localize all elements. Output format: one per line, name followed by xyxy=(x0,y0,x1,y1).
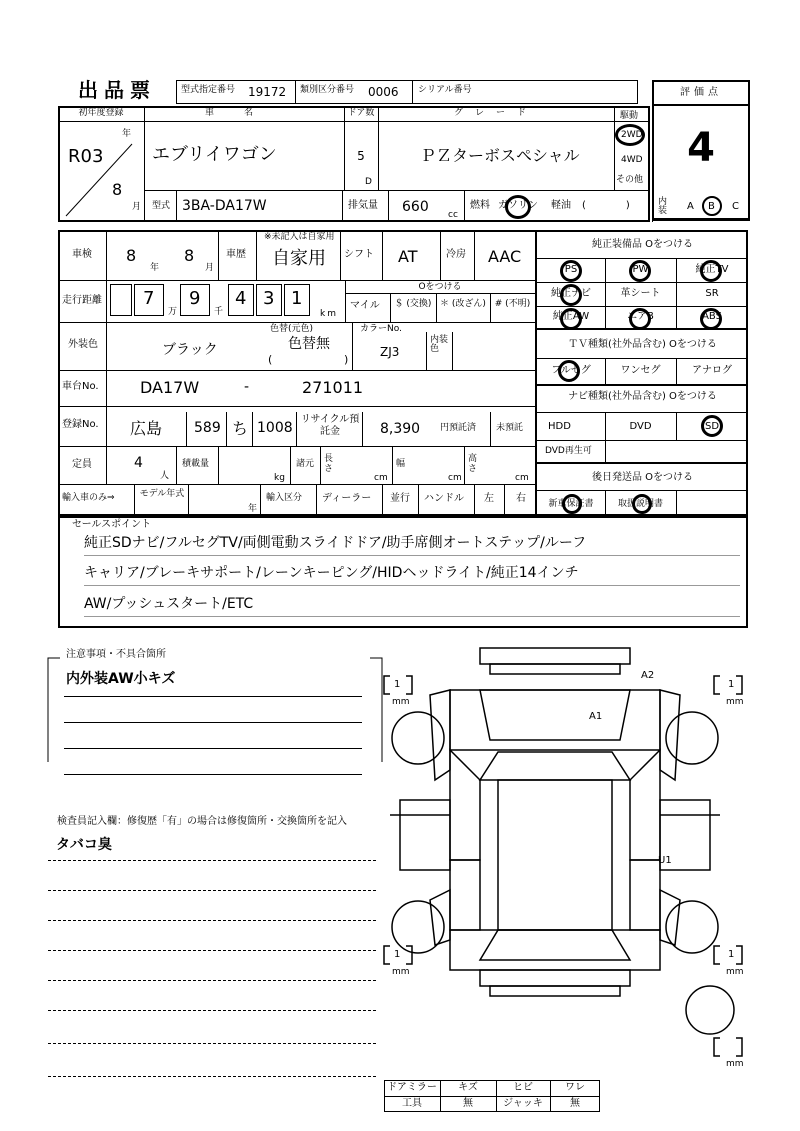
fuel-gasoline: ガソリン xyxy=(498,200,538,211)
form-title: 出品票 xyxy=(78,78,156,102)
score-label: 評価点 xyxy=(680,87,722,98)
mileage-digit-4: 4 xyxy=(235,288,247,309)
tv-analog: アナログ xyxy=(692,365,732,376)
mileage-note: Oをつける xyxy=(418,282,462,292)
class-no: 0006 xyxy=(368,85,399,99)
tv-fullseg: フルセグ xyxy=(551,365,591,376)
recycle-value: 8,390 xyxy=(380,421,421,437)
equip-pw-circle xyxy=(629,260,651,282)
header-info-box xyxy=(176,80,638,104)
drive-4wd: 4WD xyxy=(621,155,643,165)
equip-sr: SR xyxy=(705,288,719,299)
car-damage-diagram xyxy=(380,640,760,1080)
grade-value: ＰＺターボスペシャル xyxy=(420,146,580,165)
recycle-deposited: 円預託済 xyxy=(440,423,477,433)
tread-rr: 1 xyxy=(728,949,735,960)
notes-bracket xyxy=(40,649,390,772)
navi-sd-circle xyxy=(701,415,723,437)
reg-label: 登録No. xyxy=(62,419,99,430)
mileage-digit-5: 3 xyxy=(263,288,275,309)
equip-airbag: エアB xyxy=(627,311,654,322)
chassis-no: 271011 xyxy=(302,378,364,397)
sales-point-line-2: キャリア/ブレーキサポート/レーンキーピング/HIDヘッドライト/純正14インチ xyxy=(84,565,579,581)
handle-right: 右 xyxy=(516,493,526,504)
shift-value: AT xyxy=(398,247,418,266)
reg-kana: ち xyxy=(232,419,249,438)
drive-2wd-circle xyxy=(615,124,645,146)
first-reg-label: 初年度登録 xyxy=(78,108,124,118)
handle-label: ハンドル xyxy=(424,493,464,504)
model-spec-no: 19172 xyxy=(248,85,287,99)
ac-value: AAC xyxy=(488,247,522,266)
reg-class: 589 xyxy=(194,420,221,436)
first-reg-year: R03 xyxy=(68,146,104,167)
reg-no: 1008 xyxy=(257,420,293,436)
equip-ps-circle xyxy=(560,260,582,282)
car-name: エブリイワゴン xyxy=(152,144,277,165)
sales-points-label: セールスポイント xyxy=(72,519,152,530)
dims-label: 諸元 xyxy=(296,459,315,469)
color-no-value: ZJ3 xyxy=(380,345,400,359)
navi-title: ナビ種類(社外品含む) Oをつける xyxy=(568,391,717,402)
dvd-play: DVD再生可 xyxy=(545,446,592,456)
equipment-title: 純正装備品 Oをつける xyxy=(591,239,694,250)
displacement-label: 排気量 xyxy=(348,200,378,211)
chassis-label: 車台No. xyxy=(62,381,99,392)
displacement-value: 660 xyxy=(402,199,429,215)
import-parallel: 並行 xyxy=(390,493,410,504)
shift-label: シフト xyxy=(344,249,374,260)
handle-left: 左 xyxy=(484,493,494,504)
mileage-label: 走行距離 xyxy=(62,295,102,306)
load-label: 積載量 xyxy=(182,459,210,469)
capacity-value: 4 xyxy=(134,455,143,471)
model-label: 型式 xyxy=(152,201,171,211)
equip-leather: 革シート xyxy=(620,288,661,299)
mileage-digit-6: 1 xyxy=(291,288,303,309)
first-reg-month: 8 xyxy=(112,180,123,199)
import-type-label: 輸入区分 xyxy=(266,493,303,503)
inspector-line-1: タバコ臭 xyxy=(56,837,112,853)
mark-a2: A2 xyxy=(641,670,655,681)
reg-area: 広島 xyxy=(130,419,163,438)
drive-2wd: 2WD xyxy=(621,130,643,140)
mileage-digit-box-1 xyxy=(110,284,132,316)
recolor-value: 色替無 xyxy=(288,336,330,352)
mileage-digit-3: 9 xyxy=(189,288,201,309)
recycle-label: リサイクル預託金 xyxy=(300,414,360,437)
tv-fullseg-circle xyxy=(558,360,580,382)
score-value: 4 xyxy=(687,125,715,171)
mark-a1: A1 xyxy=(589,711,603,722)
class-label: 類別区分番号 xyxy=(300,85,355,95)
inspector-label: 検査員記入欄：修復歴「有」の場合は修復箇所・交換箇所を記入 xyxy=(57,816,347,827)
equip-abs-circle xyxy=(700,308,722,330)
equip-ps: PS xyxy=(564,264,578,275)
tv-title: ＴＶ種類(社外品含む) Oをつける xyxy=(568,339,717,350)
fuel-light-oil: 軽油 xyxy=(551,200,571,211)
fuel-label: 燃料 xyxy=(470,200,490,211)
tread-rl: 1 xyxy=(394,949,401,960)
grade-label: グレード xyxy=(453,108,538,118)
later-title: 後日発送品 Oをつける xyxy=(591,472,694,483)
doors-label: ドア数 xyxy=(347,108,375,118)
chassis-prefix: DA17W xyxy=(140,378,200,397)
navi-sd: SD xyxy=(704,421,720,432)
doors-value: 5 xyxy=(357,149,365,163)
drive-other: その他 xyxy=(616,175,644,185)
recycle-not: 未預託 xyxy=(496,423,524,433)
later-warranty: 新車保証書 xyxy=(548,499,594,509)
equip-airbag-circle xyxy=(629,308,651,330)
import-label: 輸入車のみ⇒ xyxy=(62,493,115,503)
mileage-digit-2: 7 xyxy=(143,288,155,309)
equip-aw-circle xyxy=(560,308,582,330)
model-spec-label: 型式指定番号 xyxy=(181,85,236,95)
first-reg-slash xyxy=(60,140,140,220)
tv-oneseg: ワンセグ xyxy=(620,365,661,376)
sales-point-line-1: 純正SDナビ/フルセグTV/両側電動スライドドア/助手席側オートステップ/ルーフ xyxy=(84,535,587,551)
navi-dvd: DVD xyxy=(629,421,652,432)
import-dealer: ディーラー xyxy=(322,493,372,504)
shaken-month: 8 xyxy=(184,246,195,265)
history-label: 車歴 xyxy=(226,249,246,260)
equip-aw: 純正AW xyxy=(552,311,590,322)
color-no-label: カラーNo. xyxy=(360,324,402,334)
later-manual-circle xyxy=(632,494,652,514)
model-value: 3BA-DA17W xyxy=(182,198,267,214)
fuel-gasoline-circle xyxy=(505,195,531,219)
ac-label: 冷房 xyxy=(446,249,466,260)
equip-pw: PW xyxy=(632,264,649,275)
navi-hdd: HDD xyxy=(548,421,571,432)
later-manual: 取扱説明書 xyxy=(617,499,663,509)
interior-b-circle xyxy=(702,196,722,216)
tread-fr: 1 xyxy=(728,679,735,690)
shaken-year: 8 xyxy=(126,246,137,265)
model-year-label: モデル年式 xyxy=(139,489,185,499)
equip-tv: 純正TV xyxy=(695,264,729,275)
color-value: ブラック xyxy=(162,342,218,358)
history-value: 自家用 xyxy=(272,248,326,269)
recolor-label: 色替(元色) xyxy=(270,324,314,334)
tread-fl: 1 xyxy=(394,679,401,690)
interior-color-label: 内装色 xyxy=(430,335,449,354)
notes-label: 注意事項・不具合箇所 xyxy=(66,649,166,660)
equip-abs: ABS xyxy=(702,311,722,322)
equip-navi-circle xyxy=(560,284,582,306)
capacity-label: 定員 xyxy=(72,459,92,470)
mark-u1: U1 xyxy=(658,855,672,866)
sales-point-line-3: AW/プッシュスタート/ETC xyxy=(84,596,254,612)
drive-label: 駆動 xyxy=(620,111,639,121)
equip-navi: 純正ナビ xyxy=(551,288,591,299)
car-name-label: 車名 xyxy=(204,108,283,118)
color-label: 外装色 xyxy=(68,339,98,350)
shaken-label: 車検 xyxy=(72,249,92,260)
serial-label: シリアル番号 xyxy=(418,85,472,95)
equip-tv-circle xyxy=(700,260,722,282)
later-warranty-circle xyxy=(562,494,582,514)
notes-line-1: 内外装AW小キズ xyxy=(66,671,176,687)
history-note: ※未記入は自家用 xyxy=(264,232,335,242)
interior-label: 内装 xyxy=(658,197,668,216)
